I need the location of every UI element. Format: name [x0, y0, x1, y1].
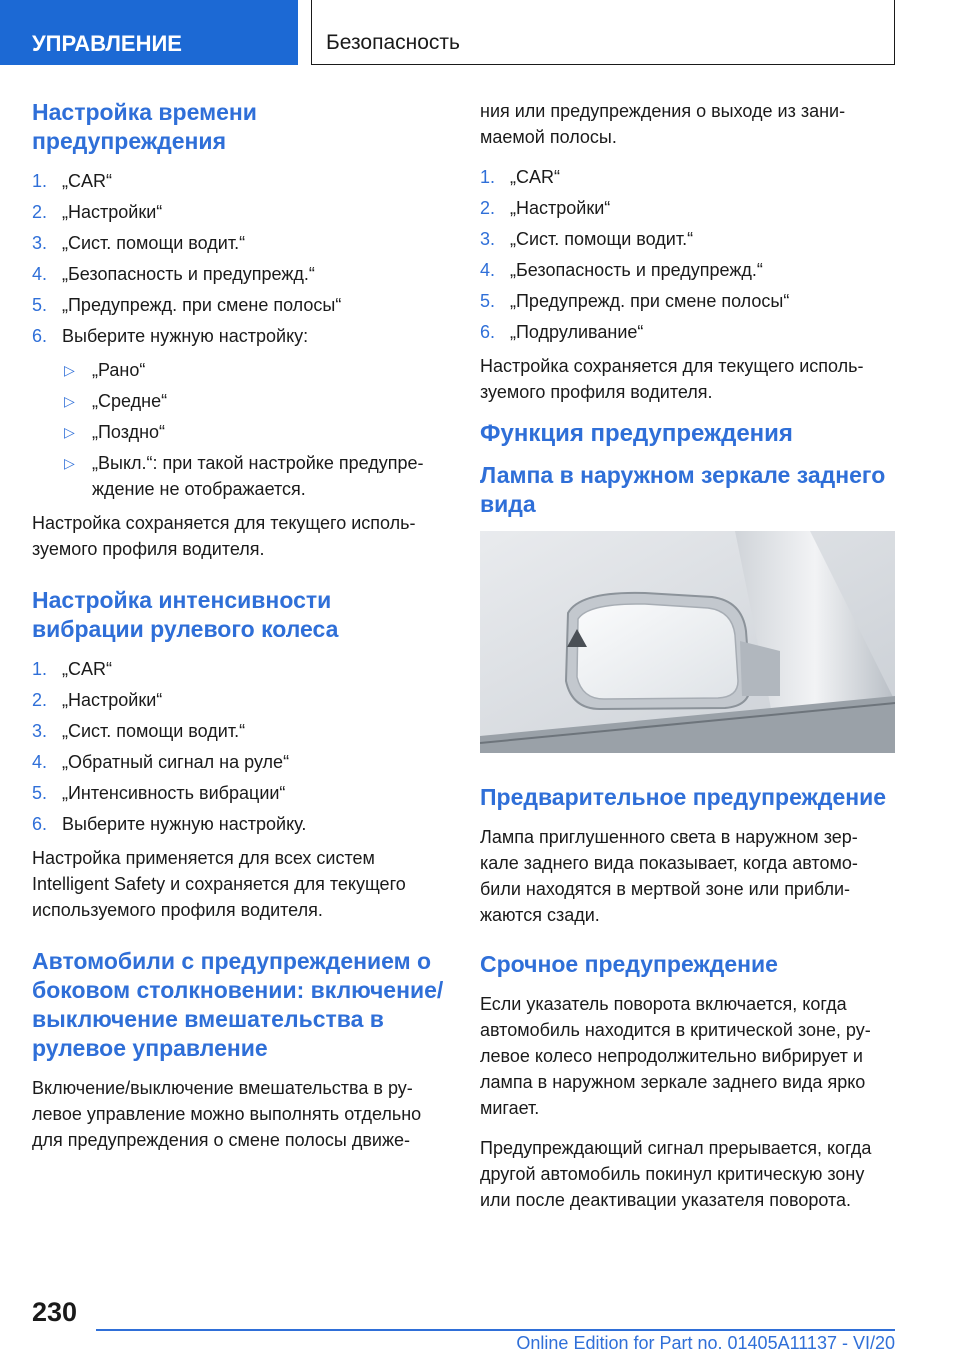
- list-item: 6. „Подруливание“: [480, 322, 644, 342]
- steps-steering: [480, 164, 895, 345]
- header-section-tab: УПРАВЛЕНИЕ: [0, 0, 298, 65]
- heading-warning-time: Настройка времени предупреждения: [32, 99, 257, 154]
- text-steering-intervention: Включение/выключение вмешательства в ру-левое управление можно выполнять отдельно для предупреждения о смене полосы движе-: [32, 1078, 422, 1150]
- left-column: [32, 98, 447, 1167]
- list-item: ▷ „Рано“: [62, 357, 447, 383]
- list-item: 2. „Настройки“: [32, 690, 163, 710]
- page-number: 230: [32, 1297, 78, 1327]
- heading-steering-intervention: Автомобили с предупреждением о боковом столкновении: включение/выключение вмешательства в рулевое управление: [32, 948, 444, 1061]
- list-item: 5. „Предупрежд. при смене полосы“: [480, 291, 790, 311]
- triangle-bullet-icon: ▷: [64, 362, 75, 378]
- list-item: 1. „CAR“: [480, 167, 560, 187]
- list-item: 2. „Настройки“: [32, 202, 163, 222]
- heading-mirror-lamp: Лампа в наружном зеркале заднего вида: [480, 462, 886, 517]
- list-item: 6. Выберите нужную настройку:: [32, 326, 309, 346]
- note-profile: Настройка сохраняется для текущего исполь-зуемого профиля водителя.: [32, 513, 416, 559]
- list-item: ▷ „Поздно“: [62, 419, 447, 445]
- list-item: ▷ „Средне“: [62, 388, 447, 414]
- list-item: 5. „Предупрежд. при смене полосы“: [32, 295, 342, 315]
- heading-vibration-intensity: Настройка интенсивности вибрации рулевого колеса: [32, 587, 339, 642]
- triangle-bullet-icon: ▷: [64, 393, 75, 409]
- options-warning-time: [32, 357, 447, 502]
- text-urgent-warning-2: Предупреждающий сигнал прерывается, когда другой автомобиль покинул критическую зону или после деактивации указателя поворота.: [480, 1138, 872, 1210]
- mirror-glass: [577, 604, 738, 699]
- triangle-bullet-icon: ▷: [64, 424, 75, 440]
- list-item: 4. „Безопасность и предупрежд.“: [480, 260, 763, 280]
- heading-urgent-warning: Срочное предупреждение: [480, 951, 778, 977]
- footer-edition: Online Edition for Part no. 01405A11137 - VI/20: [516, 1333, 895, 1353]
- steps-vibration: [32, 656, 447, 837]
- text-pre-warning: Лампа приглушенного света в наружном зер-кале заднего вида показывает, когда автомо-били находятся в мертвой зоне или прибли-жаются сзади.: [480, 827, 858, 925]
- list-item: ▷ „Выкл.“: при такой настройке предупре-ждение не отображается.: [62, 450, 447, 502]
- list-item: 4. „Безопасность и предупрежд.“: [32, 264, 315, 284]
- note-intelligent-safety: Настройка применяется для всех систем Intelligent Safety и сохраняется для текущего используемого профиля водителя.: [32, 848, 406, 920]
- mirror-illustration: [480, 531, 895, 753]
- list-item: 1. „CAR“: [32, 659, 112, 679]
- steps-warning-time: [32, 168, 447, 349]
- list-item: 1. „CAR“: [32, 171, 112, 191]
- right-column: [480, 98, 895, 1227]
- list-item: 4. „Обратный сигнал на руле“: [32, 752, 290, 772]
- triangle-bullet-icon: ▷: [64, 455, 75, 471]
- list-item: 5. „Интенсивность вибрации“: [32, 783, 286, 803]
- note-profile-right: Настройка сохраняется для текущего исполь-зуемого профиля водителя.: [480, 356, 864, 402]
- heading-pre-warning: Предварительное предупреждение: [480, 784, 887, 810]
- list-item: 3. „Сист. помощи водит.“: [32, 233, 246, 253]
- list-item: 6. Выберите нужную настройку.: [32, 814, 307, 834]
- text-urgent-warning-1: Если указатель поворота включается, когда автомобиль находится в критической зоне, ру-левое колесо непродолжительно вибрирует и лампа в наружном зеркале заднего вида ярко мигает.: [480, 994, 871, 1118]
- heading-warning-function: Функция предупреждения: [480, 420, 793, 447]
- list-item: 3. „Сист. помощи водит.“: [480, 229, 694, 249]
- text-continuation: ния или предупреждения о выходе из зани-маемой полосы.: [480, 101, 846, 147]
- header-subsection: Безопасность: [311, 0, 895, 65]
- list-item: 2. „Настройки“: [480, 198, 611, 218]
- list-item: 3. „Сист. помощи водит.“: [32, 721, 246, 741]
- footer-divider: [96, 1329, 895, 1331]
